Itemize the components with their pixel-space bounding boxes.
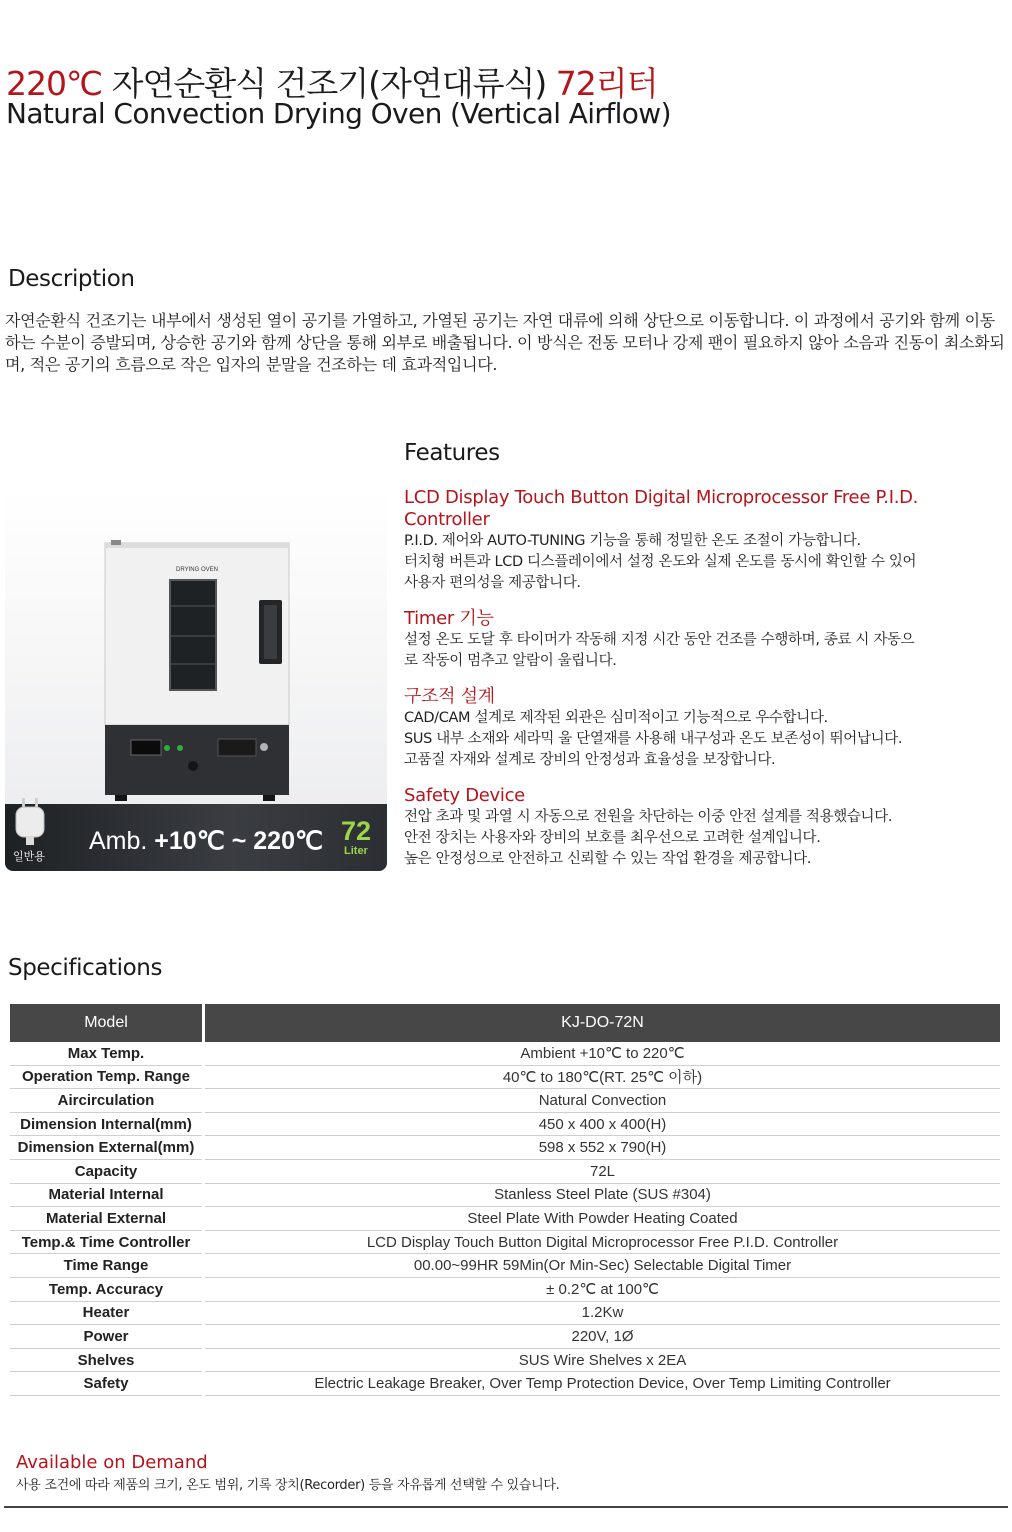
table-row <box>10 1325 1000 1349</box>
spec-value: 220V, 1Ø <box>204 1325 1001 1349</box>
available-text: 사용 조건에 따라 제품의 크기, 온도 범위, 기록 장치(Recorder) 등을 자유롭게 선택할 수 있습니다. <box>16 1478 560 1493</box>
feature-title: LCD Display Touch Button Digital Microprocessor Free P.I.D. Controller <box>404 487 919 530</box>
feature-line: P.I.D. 제어와 AUTO-TUNING 기능을 통해 정밀한 온도 조절이 가능합니다. <box>404 533 861 549</box>
model-column-header: Model <box>10 1004 204 1042</box>
spec-label: Temp.& Time Controller <box>10 1230 204 1254</box>
description-text: 자연순환식 건조기는 내부에서 생성된 열이 공기를 가열하고, 가열된 공기는 자연 대류에 의해 상단으로 이동합니다. 이 과정에서 공기와 함께 이동하는 수분이 증발되며, 상승한 공기와 함께 상단을 통해 외부로 배출됩니다. 이 방식은 전동 모터나 강제 팬이 필요하지 않아 소음과 진동이 최소화되며, 적은 공기의 흐름으로 작은 입자의 분말을 건조하는 데 효과적입니다. <box>5 311 1005 374</box>
specifications-body <box>10 1042 1000 1395</box>
title-capacity: 72리터 <box>555 64 658 103</box>
spec-label: Heater <box>10 1301 204 1325</box>
table-row <box>10 1277 1000 1301</box>
spec-value: 598 x 552 x 790(H) <box>204 1136 1001 1160</box>
feature-line: 높은 안정성으로 안전하고 신뢰할 수 있는 작업 환경을 제공합니다. <box>404 851 812 867</box>
feature-line: 설정 온도 도달 후 타이머가 작동해 지정 시간 동안 건조를 수행하며, 종료 시 자동으 <box>404 632 915 648</box>
spec-value: 00.00~99HR 59Min(Or Min-Sec) Selectable Digital Timer <box>204 1254 1001 1278</box>
spec-label: Dimension External(mm) <box>10 1136 204 1160</box>
spec-label: Max Temp. <box>10 1042 204 1065</box>
bottom-divider <box>4 1506 1008 1508</box>
page-subtitle: Natural Convection Drying Oven (Vertical Airflow) <box>6 97 671 130</box>
feature-title: 구조적 설계 <box>404 686 495 707</box>
feature-line: 안전 장치는 사용자와 장비의 보호를 최우선으로 고려한 설계입니다. <box>404 830 821 846</box>
table-row <box>10 1136 1000 1160</box>
temperature-range-label <box>89 826 323 856</box>
feature-item <box>404 785 1004 870</box>
feature-line: 터치형 버튼과 LCD 디스플레이에서 설정 온도와 실제 온도를 동시에 확인할 수 있어 <box>404 554 917 570</box>
drying-oven-illustration <box>5 489 387 809</box>
feature-line: 전압 초과 및 과열 시 자동으로 전원을 차단하는 이중 안전 설계를 적용했습니다. <box>404 809 893 825</box>
table-row <box>10 1183 1000 1207</box>
table-row <box>10 1112 1000 1136</box>
spec-value: Ambient +10℃ to 220℃ <box>204 1042 1001 1065</box>
spec-value: ± 0.2℃ at 100℃ <box>204 1277 1001 1301</box>
product-image-card <box>5 489 387 871</box>
spec-label: Safety <box>10 1372 204 1396</box>
spec-value: 72L <box>204 1159 1001 1183</box>
spec-value: Electric Leakage Breaker, Over Temp Protection Device, Over Temp Limiting Controller <box>204 1372 1001 1396</box>
spec-value: 450 x 400 x 400(H) <box>204 1112 1001 1136</box>
feature-item <box>404 608 1004 672</box>
table-row <box>10 1372 1000 1396</box>
spec-label: Temp. Accuracy <box>10 1277 204 1301</box>
table-row <box>10 1348 1000 1372</box>
features-heading: Features <box>404 440 500 466</box>
specifications-heading: Specifications <box>8 955 163 981</box>
table-header-row <box>10 1004 1000 1042</box>
feature-line: 사용자 편의성을 제공합니다. <box>404 575 581 591</box>
table-row <box>10 1042 1000 1065</box>
amb-range: +10℃ ~ 220℃ <box>154 827 324 855</box>
spec-label: Operation Temp. Range <box>10 1065 204 1089</box>
table-row <box>10 1301 1000 1325</box>
feature-line: SUS 내부 소재와 세라믹 울 단열재를 사용해 내구성과 온도 보존성이 뛰어납니다. <box>404 731 903 747</box>
spec-label: Shelves <box>10 1348 204 1372</box>
feature-line: 로 작동이 멈추고 알람이 울립니다. <box>404 653 617 669</box>
feature-item <box>404 686 1004 771</box>
spec-label: Time Range <box>10 1254 204 1278</box>
feature-title: Safety Device <box>404 785 525 806</box>
description-heading: Description <box>8 266 135 292</box>
table-row <box>10 1089 1000 1113</box>
oven-door-label: DRYING OVEN <box>176 567 218 573</box>
feature-line: 고품질 자재와 설계로 장비의 안정성과 효율성을 보장합니다. <box>404 752 776 768</box>
table-row <box>10 1065 1000 1089</box>
amb-prefix: Amb. <box>89 827 155 855</box>
feature-item <box>404 487 1004 594</box>
capacity-unit: Liter <box>344 845 368 857</box>
spec-value: 40℃ to 180℃(RT. 25℃ 이하) <box>204 1065 1001 1089</box>
usage-label: 일반용 <box>13 850 45 863</box>
available-heading: Available on Demand <box>16 1452 208 1473</box>
table-row <box>10 1254 1000 1278</box>
plug-icon <box>13 798 49 846</box>
spec-label: Material External <box>10 1207 204 1231</box>
title-main: 자연순환식 건조기(자연대류식) <box>111 64 547 103</box>
spec-label: Capacity <box>10 1159 204 1183</box>
spec-value: Natural Convection <box>204 1089 1001 1113</box>
spec-badge-band <box>5 804 387 871</box>
model-name-header: KJ-DO-72N <box>204 1004 1001 1042</box>
spec-label: Aircirculation <box>10 1089 204 1113</box>
table-row <box>10 1159 1000 1183</box>
spec-label: Power <box>10 1325 204 1349</box>
spec-value: Steel Plate With Powder Heating Coated <box>204 1207 1001 1231</box>
specifications-table <box>10 1004 1000 1396</box>
feature-title: Timer 기능 <box>404 608 494 629</box>
table-row <box>10 1230 1000 1254</box>
spec-label: Material Internal <box>10 1183 204 1207</box>
features-section <box>404 440 1004 870</box>
spec-value: LCD Display Touch Button Digital Microprocessor Free P.I.D. Controller <box>204 1230 1001 1254</box>
title-temperature: 220℃ <box>6 64 103 103</box>
capacity-value: 72 <box>341 816 372 846</box>
spec-value: 1.2Kw <box>204 1301 1001 1325</box>
spec-value: Stanless Steel Plate (SUS #304) <box>204 1183 1001 1207</box>
feature-line: CAD/CAM 설계로 제작된 외관은 심미적이고 기능적으로 우수합니다. <box>404 710 828 726</box>
spec-label: Dimension Internal(mm) <box>10 1112 204 1136</box>
table-row <box>10 1207 1000 1231</box>
spec-value: SUS Wire Shelves x 2EA <box>204 1348 1001 1372</box>
